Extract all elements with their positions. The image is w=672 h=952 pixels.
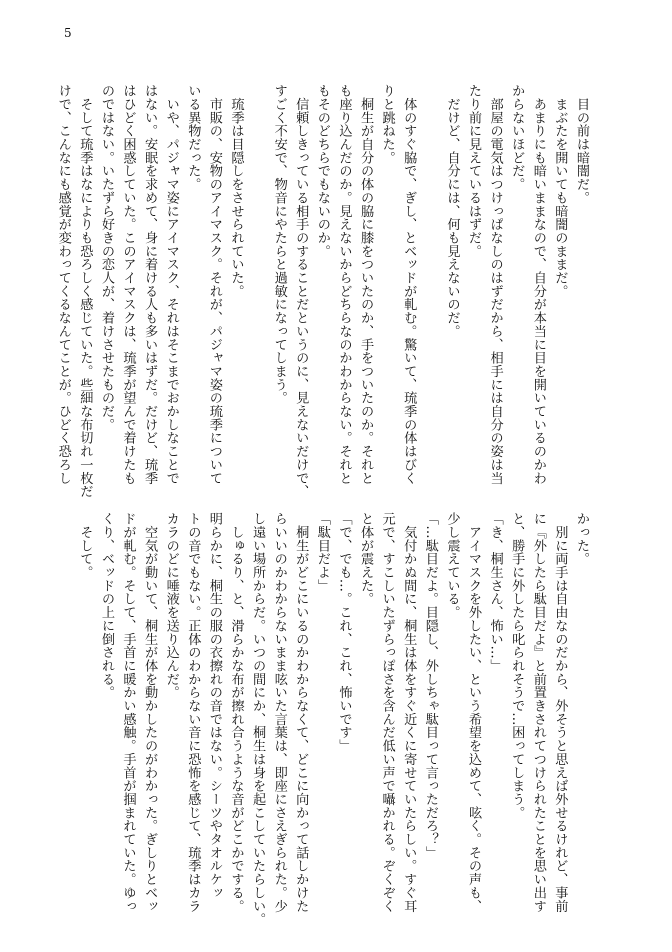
text-line: も座り込んだのか。見えないからどちらなのかわからない。それと — [336, 84, 352, 485]
text-line: 少し震えている。 — [444, 512, 460, 619]
text-line: もそのどちらでもないのか。 — [314, 84, 330, 258]
text-line: 「…駄目だよ。目隠し、外しちゃ駄目って言っただろ？」 — [422, 512, 438, 860]
text-line: トの音でもない。正体のわからない音に恐怖を感じて、琉季はカラ — [185, 512, 201, 913]
text-line: に『外したら駄目だよ』と前置きされてつけられたことを思い出す — [530, 512, 546, 913]
text-line: そして。 — [77, 512, 93, 579]
text-line: たり前に見えているはずだ。 — [466, 84, 482, 258]
text-line: すごく不安で、物音にやたらと過敏になってしまう。 — [271, 84, 287, 405]
text-line: 体のすぐ脇で、ぎし、とベッドが軋む。驚いて、琉季の体はびく — [401, 84, 417, 485]
text-line: 明らかに、桐生の服の衣擦れの音ではない。シーツやタオルケッ — [206, 512, 222, 900]
text-line: 「で、でも…。これ、これ、怖いです」 — [336, 512, 352, 753]
text-line: 「き、桐生さん、怖い…」 — [487, 512, 503, 673]
text-line: アイマスクを外したい、という希望を込めて、呟く。その声も、 — [466, 512, 482, 913]
text-line: ドが軋む。そして、手首に暖かい感触。手首が掴まれていた。ゆっ — [120, 512, 136, 913]
text-line: くり、ベッドの上に倒される。 — [98, 512, 114, 699]
text-line: はひどく困惑していた。このアイマスクは、琉季が望んで着けたも — [120, 84, 136, 485]
text-line: のではない。いたずら好きの恋人が、着けさせたものだ。 — [98, 84, 114, 432]
text-line: 信頼しきっている相手のすることだというのに、見えないだけで、 — [293, 84, 309, 498]
text-line: と、勝手に外したら叱られそうで…困ってしまう。 — [509, 512, 525, 820]
text-line: 部屋の電気はつけっぱなしのはずだから、相手には自分の姿は当 — [487, 84, 503, 485]
text-line: いや、パジャマ姿にアイマスク、それはそこまでおかしなことで — [163, 84, 179, 485]
text-line: まぶたを開いても暗闇のままだ。 — [552, 84, 568, 298]
text-line: そして琉季はなによりも恐ろしく感じていた。些細な布切れ一枚だ — [77, 84, 93, 498]
text-line: 市販の、安物のアイマスク。それが、パジャマ姿の琉季について — [206, 84, 222, 485]
text-line: 別に両手は自由なのだから、外そうと思えば外せるけれど、事前 — [552, 512, 568, 913]
text-line: だけど、自分には、何も見えないのだ。 — [444, 84, 460, 338]
page-number: 5 — [64, 26, 72, 40]
text-line: 空気が動いて、桐生が体を動かしたのがわかった。ぎしりとベッ — [142, 512, 158, 913]
text-line: しゅるり、と、滑らかな布が擦れ合うような音がどこかでする。 — [228, 512, 244, 913]
text-line: けで、こんなにも感覚が変わってくるなんてことが。ひどく恐ろし — [55, 84, 71, 485]
text-line: りと跳ねた。 — [379, 84, 395, 165]
text-line: かった。 — [574, 512, 589, 566]
text-line: カラのどに唾液を送り込んだ。 — [163, 512, 179, 699]
text-line: 気付かぬ間に、桐生は体をすぐ近くに寄せていたらしい。すぐ耳 — [401, 512, 417, 913]
text-line: 琉季は目隠しをさせられていた。 — [228, 84, 244, 298]
text-line: はない。安眠を求めて、身に着ける人も多いはずだ。だけど、琉季 — [142, 84, 158, 485]
lower-text-block — [74, 512, 592, 926]
text-line: 桐生が自分の体の脇に膝をついたのか、手をついたのか。それと — [358, 84, 374, 485]
text-line — [247, 84, 269, 486]
text-line: し遠い場所からだ。いつの間にか、桐生は身を起こしていたらしい。 — [250, 512, 266, 926]
text-line: 目の前は暗闇だ。 — [574, 84, 589, 205]
upper-text-block — [52, 84, 592, 498]
text-line: と体が震えた。 — [358, 512, 374, 606]
text-line: らいいのかわからないまま呟いた言葉は、即座にさえぎられた。少 — [271, 512, 287, 913]
text-line: 「駄目だよ」 — [314, 512, 330, 593]
text-line: 元で、すこしいたずらっぽさを含んだ低い声で囁かれる。ぞくぞく — [379, 512, 395, 913]
text-line: からないほどだ。 — [509, 84, 525, 191]
text-line — [419, 84, 441, 486]
text-line: いる異物だった。 — [185, 84, 201, 191]
text-line: あまりにも暗いままなので、自分が本当に目を開いているのかわ — [530, 84, 546, 485]
text-line: 桐生がどこにいるのかわからなくて、どこに向かって話しかけた — [293, 512, 309, 913]
